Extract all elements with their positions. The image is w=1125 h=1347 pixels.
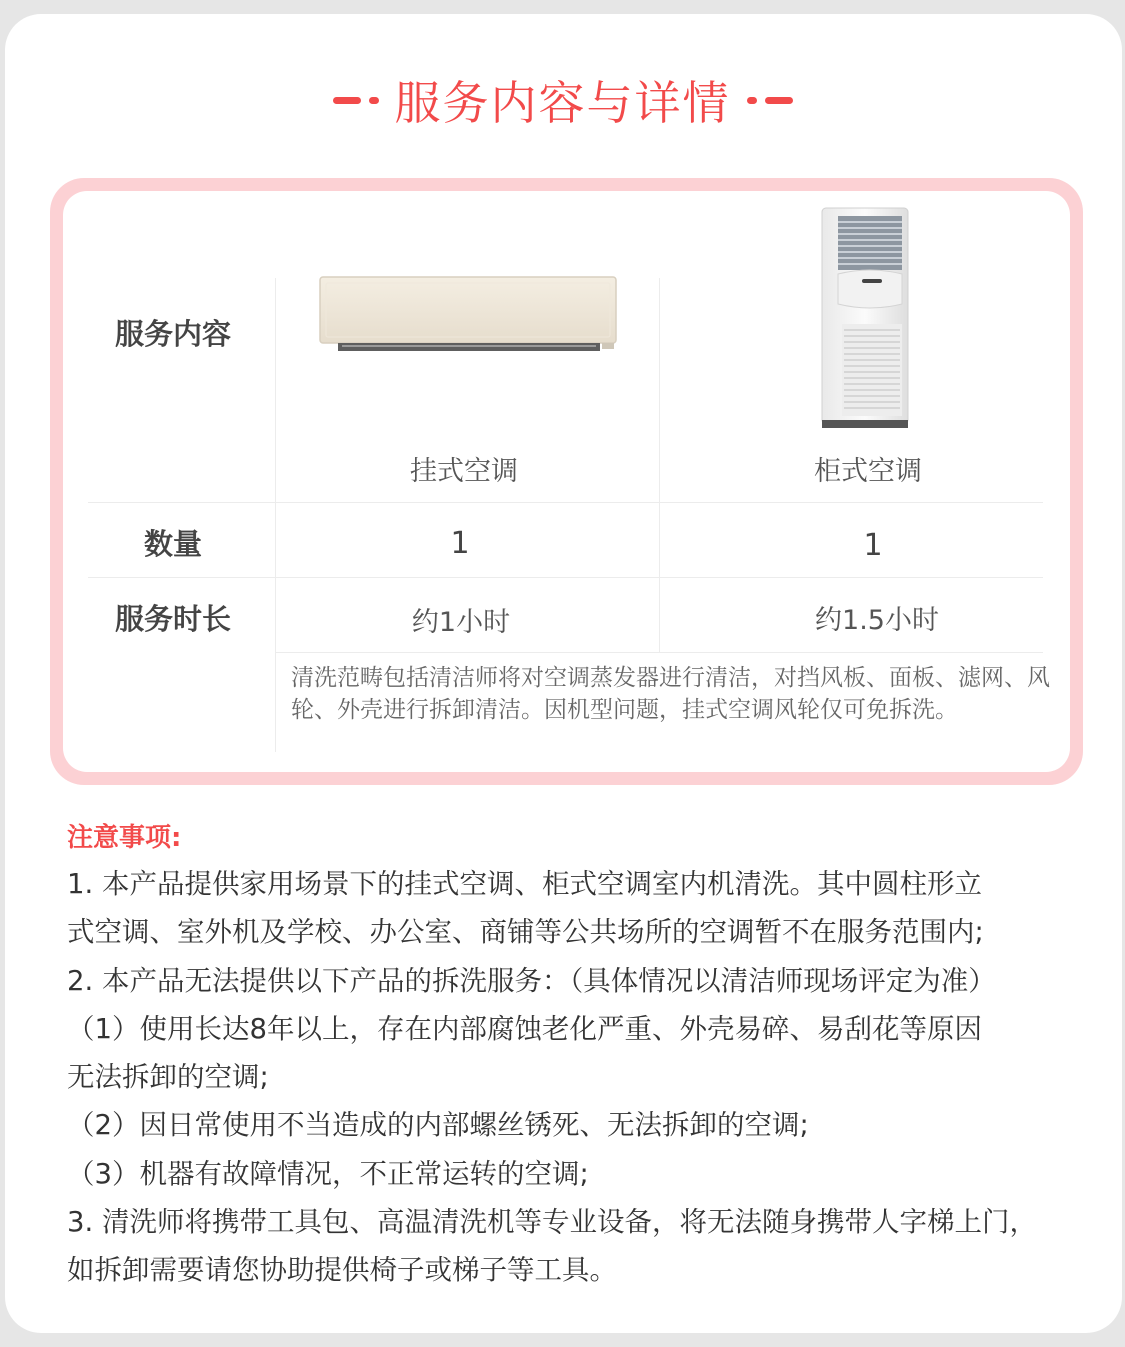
table-divider — [88, 502, 1043, 503]
quantity-wall-ac: 1 — [450, 526, 470, 561]
duration-wall-ac: 约1小时 — [411, 607, 511, 638]
table-divider — [275, 652, 1043, 653]
row-label-content: 服务内容 — [114, 317, 231, 351]
row-label-quantity: 数量 — [143, 527, 202, 561]
heading-right-decoration — [747, 97, 793, 104]
quantity-floor-ac: 1 — [863, 528, 883, 563]
floor-standing-ac-image — [818, 206, 910, 432]
note-line: 1. 本产品提供家用场景下的挂式空调、柜式空调室内机清洗。其中圆柱形立 — [67, 868, 982, 900]
row-label-duration: 服务时长 — [114, 602, 231, 636]
duration-floor-ac: 约1.5小时 — [815, 605, 939, 636]
product-name-floor-ac: 柜式空调 — [814, 456, 922, 487]
product-name-wall-ac: 挂式空调 — [410, 456, 518, 487]
note-line: 如拆卸需要请您协助提供椅子或梯子等工具。 — [67, 1254, 617, 1287]
note-line: （2）因日常使用不当造成的内部螺丝锈死、无法拆卸的空调; — [67, 1109, 809, 1142]
table-divider — [275, 278, 276, 752]
note-line: 2. 本产品无法提供以下产品的拆洗服务：（具体情况以清洁师现场评定为准） — [67, 964, 996, 997]
note-line: 无法拆卸的空调; — [67, 1061, 269, 1094]
note-line: 3. 清洗师将携带工具包、高温清洗机等专业设备，将无法随身携带人字梯上门， — [67, 1206, 1037, 1239]
section-heading — [0, 70, 1125, 130]
service-scope-description: 清洗范畴包括清洁师将对空调蒸发器进行清洁，对挡风板、面板、滤网、风轮、外壳进行拆卸清洁。因机型问题，挂式空调风轮仅可免拆洗。 — [291, 665, 1050, 723]
notes-title: 注意事项: — [67, 823, 182, 853]
note-line: 式空调、室外机及学校、办公室、商铺等公共场所的空调暂不在服务范围内; — [67, 916, 984, 949]
table-divider — [88, 577, 1043, 578]
note-line: （1）使用长达8年以上，存在内部腐蚀老化严重、外壳易碎、易刮花等原因 — [67, 1012, 982, 1045]
wall-mounted-ac-image — [318, 274, 620, 358]
heading-left-decoration — [333, 97, 379, 104]
page-title: 服务内容与详情 — [394, 76, 731, 130]
notes-list — [67, 860, 1077, 1295]
note-line: （3）机器有故障情况，不正常运转的空调; — [67, 1157, 589, 1190]
